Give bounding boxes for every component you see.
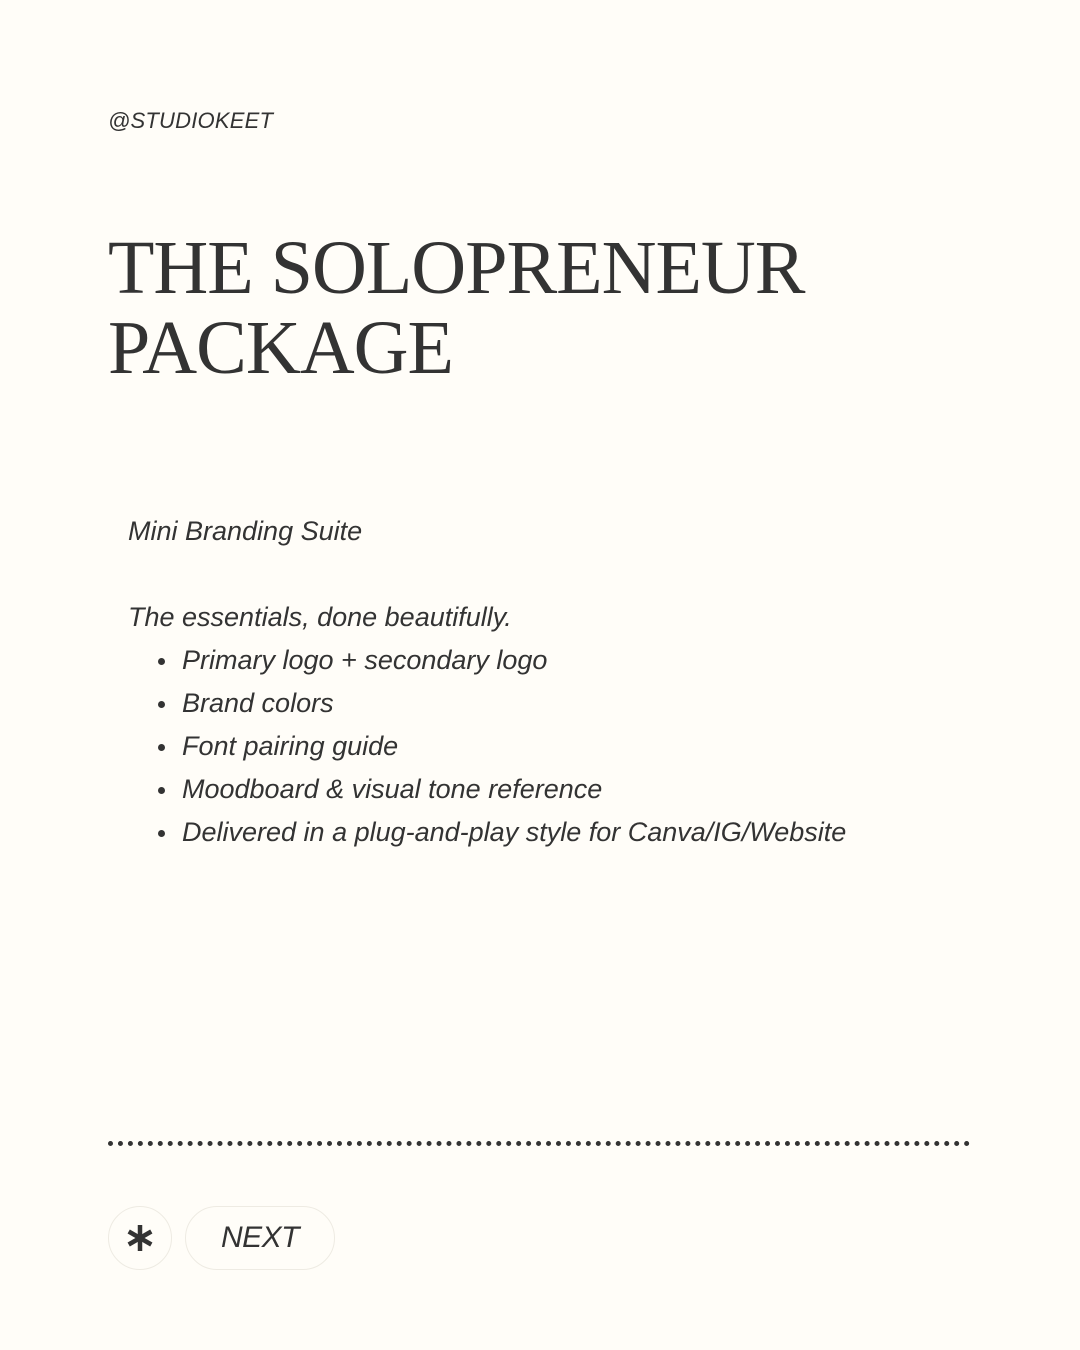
asterisk-button[interactable] (108, 1206, 172, 1270)
package-details (128, 510, 968, 854)
feature-list-item: Moodboard & visual tone reference (182, 768, 968, 811)
dotted-divider (108, 1141, 970, 1146)
package-name: Mini Branding Suite (128, 516, 363, 546)
feature-list (128, 639, 968, 854)
package-tagline: The essentials, done beautifully. (128, 602, 512, 632)
feature-list-item: Primary logo + secondary logo (182, 639, 968, 682)
page-title-line-1: THE SOLOPRENEUR (108, 226, 805, 310)
next-button[interactable]: NEXT (185, 1206, 335, 1270)
brand-handle: @STUDIOKEET (108, 108, 274, 133)
feature-list-item: Delivered in a plug-and-play style for Canva/IG/Website (182, 811, 968, 854)
page-title-line-2: PACKAGE (108, 306, 453, 390)
feature-list-item: Brand colors (182, 682, 968, 725)
asterisk-icon (125, 1223, 155, 1253)
page-title (108, 228, 968, 388)
feature-list-item: Font pairing guide (182, 725, 968, 768)
